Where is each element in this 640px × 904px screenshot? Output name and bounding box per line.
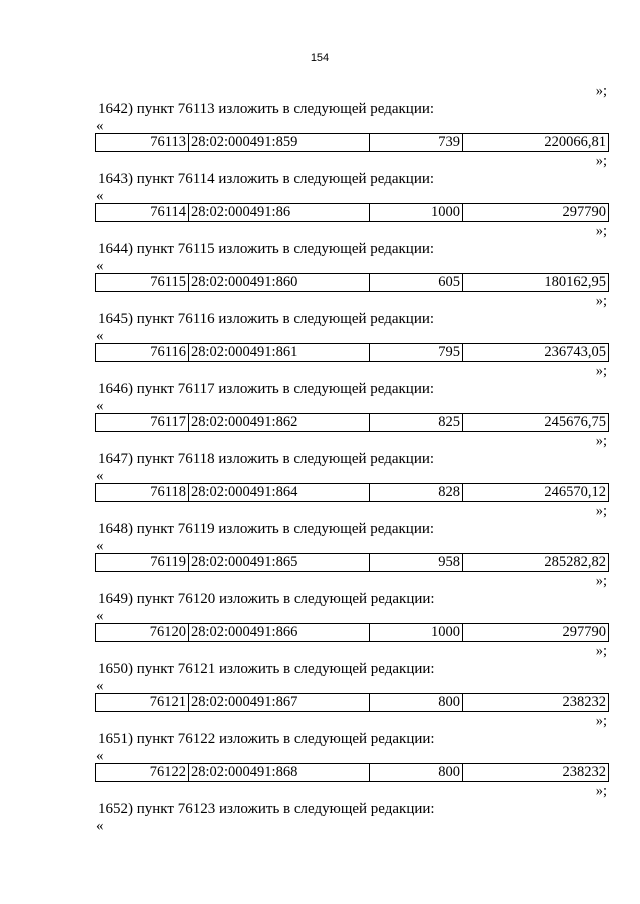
opening-quote: «: [96, 328, 104, 344]
opening-quote: «: [96, 608, 104, 624]
closing-quote: »;: [595, 713, 607, 729]
amendment-table: [95, 273, 609, 292]
amendment-instruction: 1646) пункт 76117 изложить в следующей редакции:: [98, 381, 435, 397]
item-number-cell: 76113: [96, 134, 189, 152]
amendment-table: [95, 133, 609, 152]
amendment-table: [95, 693, 609, 712]
amendment-entry: [95, 170, 609, 240]
table-row: [96, 764, 609, 782]
amendment-entry: [95, 240, 609, 310]
area-cell: 825: [370, 414, 463, 432]
item-number-cell: 76115: [96, 274, 189, 292]
item-number-cell: 76120: [96, 624, 189, 642]
closing-quote: »;: [595, 433, 607, 449]
amendment-table: [95, 483, 609, 502]
amendment-table: [95, 553, 609, 572]
amendment-table: [95, 413, 609, 432]
value-cell: 238232: [463, 694, 609, 712]
opening-quote: «: [96, 678, 104, 694]
closing-quote: »;: [595, 783, 607, 799]
amendment-entry: [95, 450, 609, 520]
opening-quote: «: [96, 818, 104, 834]
area-cell: 739: [370, 134, 463, 152]
value-cell: 220066,81: [463, 134, 609, 152]
table-row: [96, 414, 609, 432]
value-cell: 245676,75: [463, 414, 609, 432]
opening-quote: «: [96, 118, 104, 134]
amendment-instruction: 1642) пункт 76113 изложить в следующей редакции:: [98, 101, 435, 117]
amendment-instruction: 1652) пункт 76123 изложить в следующей редакции:: [98, 801, 435, 817]
opening-quote: «: [96, 188, 104, 204]
item-number-cell: 76122: [96, 764, 189, 782]
table-row: [96, 274, 609, 292]
table-row: [96, 134, 609, 152]
amendment-instruction: 1643) пункт 76114 изложить в следующей редакции:: [98, 171, 435, 187]
cadastral-number-cell: 28:02:000491:861: [189, 344, 370, 362]
page-number: 154: [310, 52, 330, 64]
opening-quote: «: [96, 748, 104, 764]
table-row: [96, 484, 609, 502]
value-cell: 236743,05: [463, 344, 609, 362]
amendment-instruction: 1651) пункт 76122 изложить в следующей редакции:: [98, 731, 435, 747]
cadastral-number-cell: 28:02:000491:867: [189, 694, 370, 712]
opening-quote: «: [96, 398, 104, 414]
document-body: [95, 82, 609, 833]
item-number-cell: 76118: [96, 484, 189, 502]
amendment-instruction: 1644) пункт 76115 изложить в следующей редакции:: [98, 241, 435, 257]
cadastral-number-cell: 28:02:000491:86: [189, 204, 370, 222]
amendment-entry: [95, 730, 609, 800]
table-row: [96, 694, 609, 712]
table-row: [96, 624, 609, 642]
closing-quote: »;: [595, 643, 607, 659]
amendment-entry: [95, 590, 609, 660]
item-number-cell: 76116: [96, 344, 189, 362]
amendment-entry: [95, 310, 609, 380]
amendment-entry: [95, 520, 609, 590]
amendment-instruction: 1645) пункт 76116 изложить в следующей редакции:: [98, 311, 435, 327]
amendment-instruction: 1650) пункт 76121 изложить в следующей редакции:: [98, 661, 435, 677]
opening-quote: «: [96, 538, 104, 554]
item-number-cell: 76121: [96, 694, 189, 712]
table-row: [96, 344, 609, 362]
opening-quote: «: [96, 258, 104, 274]
closing-quote: »;: [595, 83, 607, 99]
item-number-cell: 76114: [96, 204, 189, 222]
opening-quote: «: [96, 468, 104, 484]
area-cell: 800: [370, 764, 463, 782]
area-cell: 828: [370, 484, 463, 502]
closing-quote: »;: [595, 153, 607, 169]
cadastral-number-cell: 28:02:000491:860: [189, 274, 370, 292]
area-cell: 1000: [370, 624, 463, 642]
area-cell: 795: [370, 344, 463, 362]
closing-quote: »;: [595, 363, 607, 379]
area-cell: 605: [370, 274, 463, 292]
value-cell: 238232: [463, 764, 609, 782]
amendment-entry: [95, 380, 609, 450]
value-cell: 246570,12: [463, 484, 609, 502]
table-row: [96, 204, 609, 222]
amendment-entry: [95, 100, 609, 170]
cadastral-number-cell: 28:02:000491:864: [189, 484, 370, 502]
closing-quote: »;: [595, 293, 607, 309]
area-cell: 958: [370, 554, 463, 572]
amendment-list: [95, 100, 609, 800]
amendment-entry: [95, 660, 609, 730]
value-cell: 180162,95: [463, 274, 609, 292]
cadastral-number-cell: 28:02:000491:865: [189, 554, 370, 572]
value-cell: 285282,82: [463, 554, 609, 572]
cadastral-number-cell: 28:02:000491:859: [189, 134, 370, 152]
cadastral-number-cell: 28:02:000491:868: [189, 764, 370, 782]
amendment-table: [95, 763, 609, 782]
item-number-cell: 76119: [96, 554, 189, 572]
amendment-instruction: 1648) пункт 76119 изложить в следующей редакции:: [98, 521, 435, 537]
value-cell: 297790: [463, 204, 609, 222]
closing-quote: »;: [595, 573, 607, 589]
amendment-table: [95, 343, 609, 362]
item-number-cell: 76117: [96, 414, 189, 432]
cadastral-number-cell: 28:02:000491:866: [189, 624, 370, 642]
area-cell: 1000: [370, 204, 463, 222]
amendment-table: [95, 623, 609, 642]
area-cell: 800: [370, 694, 463, 712]
amendment-table: [95, 203, 609, 222]
value-cell: 297790: [463, 624, 609, 642]
table-row: [96, 554, 609, 572]
closing-quote: »;: [595, 503, 607, 519]
cadastral-number-cell: 28:02:000491:862: [189, 414, 370, 432]
amendment-instruction: 1647) пункт 76118 изложить в следующей редакции:: [98, 451, 435, 467]
closing-quote: »;: [595, 223, 607, 239]
amendment-instruction: 1649) пункт 76120 изложить в следующей редакции:: [98, 591, 435, 607]
